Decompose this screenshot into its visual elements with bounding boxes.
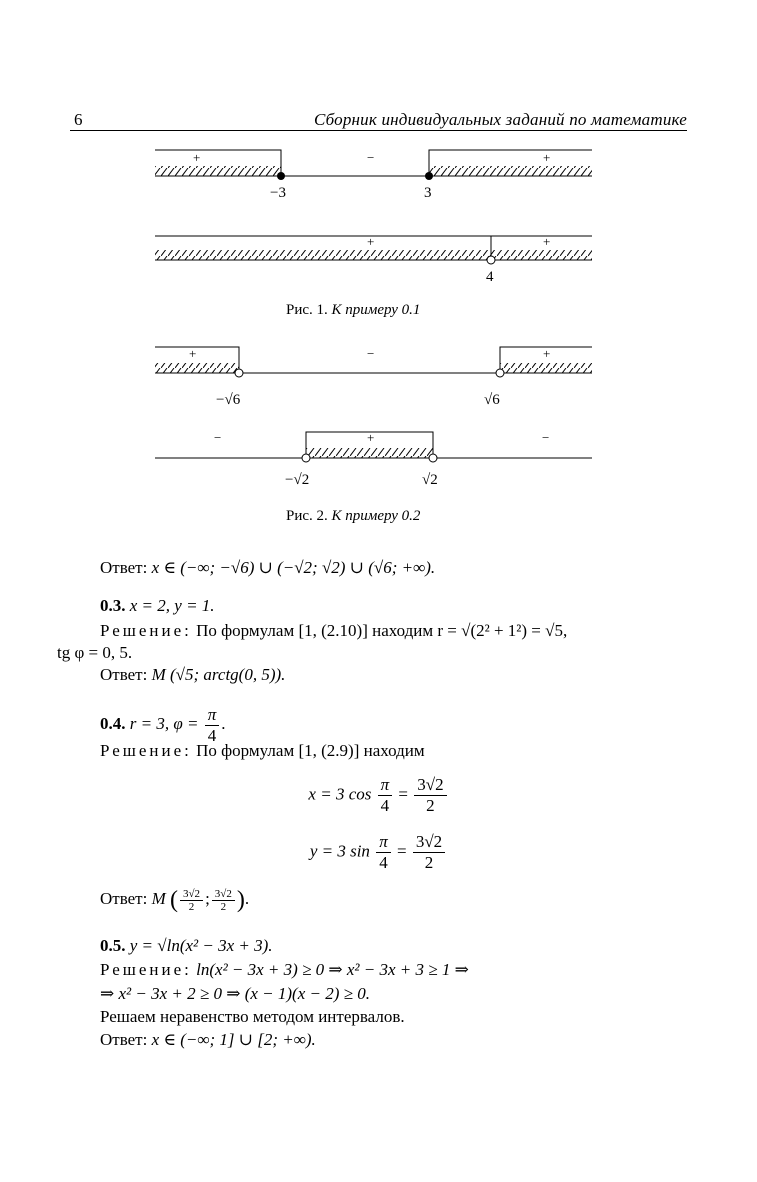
figures: [0, 0, 757, 540]
answer-0-2: Ответ: x ∈ (−∞; −√6) ∪ (−√2; √2) ∪ (√6; +∞).: [100, 558, 436, 577]
point-label: −√2: [285, 472, 310, 488]
fig1-top-axis: [155, 150, 592, 201]
exercise-0-5-method: Решаем неравенство методом интервалов.: [100, 1007, 405, 1026]
exercise-0-3-solution: Решение: По формулам [1, (2.10)] находим r = √(2² + 1²) = √5,: [100, 621, 568, 640]
page-number: 6: [74, 110, 83, 129]
point-label: −3: [270, 185, 286, 201]
running-title: Сборник индивидуальных заданий по математике: [313, 110, 687, 129]
sign-label: +: [367, 430, 375, 445]
exercise-0-5-answer: Ответ: x ∈ (−∞; 1] ∪ [2; +∞).: [100, 1030, 316, 1049]
sign-label: −: [367, 346, 375, 361]
exercise-0-4-answer: Ответ: M ( $\frac{3√2}{2}$ ; $\frac{3√2}{2}$ ).: [100, 887, 250, 914]
fig2-top-axis: [155, 346, 592, 408]
equation-x: x = 3 cos $\frac{\pi}{4}$ = $\frac{3√2}{2}$: [0, 775, 757, 816]
exercise-0-4-solution: Решение: По формулам [1, (2.9)] находим: [100, 741, 425, 760]
sign-label: +: [193, 150, 201, 165]
sign-label: −: [542, 430, 550, 445]
sign-label: +: [543, 150, 551, 165]
exercise-0-3-answer: Ответ: M (√5; arctg(0, 5)).: [100, 665, 286, 684]
sign-label: −: [214, 430, 222, 445]
point-label: 3: [424, 185, 432, 201]
sign-label: −: [367, 150, 375, 165]
sign-label: +: [543, 346, 551, 361]
exercise-0-5-solution: Решение: ln(x² − 3x + 3) ≥ 0 ⇒ x² − 3x + 3 ≥ 1 ⇒: [100, 960, 469, 979]
fig1-bottom-axis: [155, 234, 592, 285]
sign-label: +: [189, 346, 197, 361]
fraction: $\frac{\pi}{4}$: [205, 705, 220, 746]
exercise-0-4-condition: 0.4. r = 3, φ = $\frac{\pi}{4}$ .: [100, 704, 226, 745]
exercise-0-5-condition: 0.5. y = √ln(x² − 3x + 3).: [100, 936, 273, 955]
exercise-0-3-solution-cont: tg φ = 0, 5.: [57, 643, 133, 662]
figure1-caption: Рис. 1. К примеру 0.1: [286, 302, 421, 318]
exercise-0-3-condition: 0.3. x = 2, y = 1.: [100, 596, 215, 615]
exercise-0-5-solution-cont: ⇒ x² − 3x + 2 ≥ 0 ⇒ (x − 1)(x − 2) ≥ 0.: [100, 984, 370, 1003]
sign-label: +: [543, 234, 551, 249]
fig2-bottom-axis: [155, 430, 592, 488]
figure2-caption: Рис. 2. К примеру 0.2: [286, 508, 421, 524]
equation-y: y = 3 sin $\frac{\pi}{4}$ = $\frac{3√2}{2}$: [0, 832, 757, 873]
point-label: √2: [422, 472, 438, 488]
point-label: −√6: [216, 392, 241, 408]
point-label: 4: [486, 269, 494, 285]
sign-label: +: [367, 234, 375, 249]
point-label: √6: [484, 392, 500, 408]
